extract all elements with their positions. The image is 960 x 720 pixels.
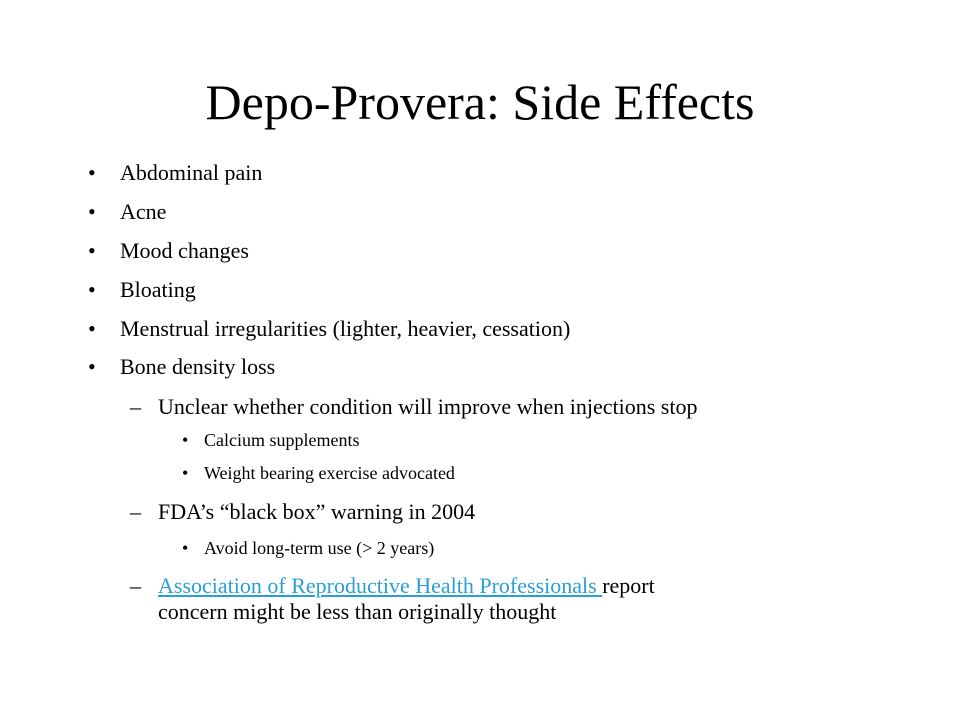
sub-bullet-text: Unclear whether condition will improve when injections stop — [158, 394, 698, 419]
bullet-text: Bloating — [120, 277, 196, 302]
slide-title: Depo-Provera: Side Effects — [205, 74, 755, 130]
bullet-text: Mood changes — [120, 238, 249, 263]
sub-sub-bullet-text: Weight bearing exercise advocated — [204, 463, 455, 483]
bullet-marker: • — [88, 316, 96, 341]
bullet-text: Abdominal pain — [120, 160, 263, 185]
sub-sub-bullet-text: Avoid long-term use (> 2 years) — [204, 538, 435, 558]
bullet-marker: • — [182, 538, 189, 558]
arhp-link[interactable]: Association of Reproductive Health Professionals — [158, 573, 603, 598]
bullet-marker: • — [88, 277, 96, 302]
bullet-text: Bone density loss — [120, 354, 276, 379]
dash-marker: – — [130, 573, 141, 598]
bullet-text: Acne — [120, 199, 167, 224]
bullet-marker: • — [88, 160, 96, 185]
dash-marker: – — [130, 499, 141, 524]
bullet-text: Menstrual irregularities (lighter, heavier, cessation) — [120, 316, 571, 341]
bullet-marker: • — [88, 238, 96, 263]
arhp-concern-text: concern might be less than originally thought — [158, 599, 557, 624]
bullet-marker: • — [182, 430, 189, 450]
dash-marker: – — [130, 394, 141, 419]
sub-sub-bullet-text: Calcium supplements — [204, 430, 360, 450]
bullet-marker: • — [182, 463, 189, 483]
sub-bullet-text-block — [158, 573, 838, 625]
bullet-marker: • — [88, 199, 96, 224]
bullet-marker: • — [88, 354, 96, 379]
arhp-report-text: report — [602, 573, 655, 598]
sub-bullet-text: FDA’s “black box” warning in 2004 — [158, 499, 476, 524]
